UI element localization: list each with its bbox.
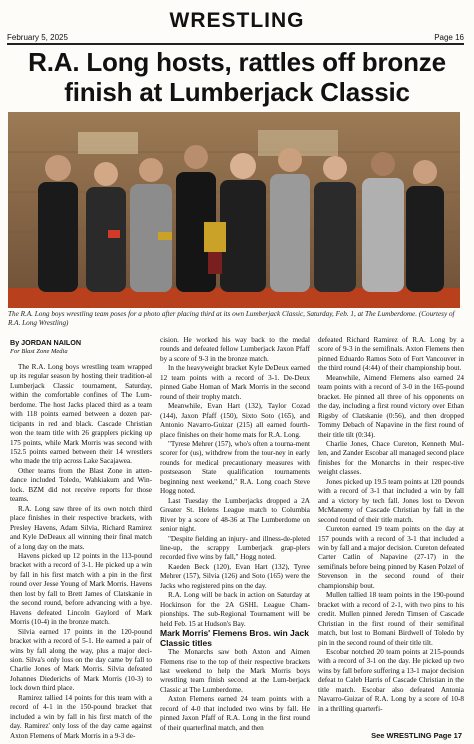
paragraph: defeated Richard Ramirez of R.A. Long by a score of 9-3 in the semifinals. Axton Flemens then pinned Eduardo Ramos Soto of Fort Vancouver in the third round (4:44) of their championship bout. (318, 336, 464, 373)
paragraph: The R.A. Long boys wrestling team wrapped up its regular season by hosting their tradition-al Lumberjack Classic tournament, Saturday, within the comfortable confines of The Lum-berdome. The host Jacks placed third as a team with 118 points earned between a dozen par-ticipants in red and black. Cascade Christian won the team title with 26 grapplers picking up 175 points, while Mark Morris was second with 152.5 points earned between their 14 wrestlers who made the trip across Lake Sacajawea. (10, 362, 152, 466)
article-column-1 (10, 338, 152, 741)
paragraph: Charlie Jones, Chace Cureton, Kenneth Mul-len, and Zander Escobar all managed second place finishes for the Monarchs in their respec-tive weight classes. (318, 439, 464, 477)
paragraph: Kaeden Beck (120), Evan Hart (132), Tyree Mehrer (157), Silvia (126) and Soto (165) were the Jacks who registered pins on the day. (160, 562, 310, 590)
paragraph: Mullen tallied 18 team points in the 190-pound bracket with a record of 2-1, with two pins to his credit. Mullen pinned Jeredn Timsen of Cascade Christian in the first round of their semifinal match, but lost to Bomani Birdwell of Toledo by pin in the second round of their title tilt. (318, 591, 464, 647)
byline-affiliation: For Blast Zone Media (10, 348, 68, 356)
team-photo-illustration (8, 112, 460, 308)
paragraph: Havens picked up 12 points in the 113-pound bracket with a record of 3-1. He picked up a win by fall in his first match with a pin in the first round over Jesse Young of Mark Morris. Havens then lost by fall to Brett James of Clatskanie in the second round, before advancing with a bye. Havens defeated Lincoln Gaylord of Mark Morris (10-4) in the bronze match. (10, 551, 152, 627)
section-header: WRESTLING (169, 9, 305, 32)
paragraph: The Monarchs saw both Axton and Aimen Flemens rise to the top of their respective brackets last weekend to help the Mark Morris boys wrestling team finish second at the Lum-berjack Classic at The Lumberdome. (160, 648, 310, 694)
paragraph: Ramirez tallied 14 points for this team with a record of 4-1 in the 150-pound bracket that included a win by fall in his first match of the day. Ramirez' only loss of the day came against Axton Flemens of Mark Morris in a 9-3 de- (10, 693, 152, 740)
paragraph: cision. He worked his way back to the medal rounds and defeated fellow Lumberjack Jaxon Pfaff by a score of 9-3 in the bronze match. (160, 336, 310, 363)
header-rule (7, 43, 464, 45)
paragraph: Jones picked up 19.5 team points at 120 pounds with a record of 3-1 that included a win by fall and a victory by tech fall. Jones lost to Devon McManemy of Cascade Christian by fall in the second round of their title match. (318, 477, 464, 524)
paragraph: Meanwhile, Aimend Flemens also earned 24 team points with a record of 3-0 in the 165-pound bracket. He pinned all three of his opponents on the day, including a first round victory over Ethan Rigsby of Clatskanie (0:56), and then dropped Tommy Debach of Napavine in the first round of their title tilt (0:34). (318, 373, 464, 439)
paragraph: R.A. Long saw three of its own notch third place finishes in their respective brackets, with Presley Havens, Adam Silvia, Richard Ramirez and Kyle DeDeaux all winning their final match of a long day on the mats. (10, 504, 152, 551)
paragraph: "Despite fielding an injury- and illness-de-pleted line-up, the scrappy Lumberjack grap-plers recorded five wins by fall," Hogg noted. (160, 534, 310, 562)
paragraph: Escobar notched 20 team points at 215-pounds with a record of 3-1 on the day. He picked up two wins by fall before suffering a 13-1 major decision defeat to Caleb Harris of Cascade Christian in the title match. Escobar also defeated Antonia Navarro-Guizar of R.A. Long by a score of 10-8 in a thrilling quarterfi- (318, 647, 464, 713)
subheadline: Mark Morris' Flemens Bros. win Jack Classic titles (160, 628, 309, 648)
team-photo (8, 112, 460, 308)
page-number: Page 16 (434, 33, 464, 42)
article-column-3 (318, 336, 464, 714)
byline: By JORDAN NAILON (10, 338, 82, 347)
paragraph: Last Tuesday the Lumberjacks dropped a 2A Greater St. Helens League match to Columbia River by a score of 48-36 at The Lumberdome on senior night. (160, 496, 310, 534)
paragraph: "Tyrese Mehrer (157), who's often a tourna-ment scorer for (us), withdrew from the tour-ney in early rounds for medical precautionary measures with postseason State qualification tournaments beginning next weekend," R.A. Long coach Steve Hogg noted. (160, 439, 310, 496)
paragraph: Other teams from the Blast Zone in atten-dance included Toledo, Wahkiakum and Win-lock. BZM did not receive reports for those teams. (10, 466, 152, 504)
article-column-2 (160, 336, 310, 733)
headline: R.A. Long hosts, rattles off bronze finish at Lumberjack Classic (28, 47, 446, 107)
paragraph: Cureton earned 19 team points on the day at 157 pounds with a record of 3-1 that included a win by fall and a major decision. Cureton defeated Carter Catlin of Napavine (27-17) in the semifinals before being pinned by Kasen Polzel of Stevenson in the second round of their championship bout. (318, 525, 464, 590)
issue-date: February 5, 2025 (7, 33, 68, 42)
photo-caption: The R.A. Long boys wrestling team poses for a photo after placing third at its own Lumberjack Classic, Saturday, Feb. 1, at The Lumberdome. (Courtesy of R.A. Long Wrestling) (8, 310, 455, 327)
paragraph: In the heavyweight bracket Kyle DeDeux earned 12 team points with a record of 3-1. De-Deux pinned Gabe Homan of Mark Morris in the second round of their trophy match. (160, 364, 310, 401)
continuation-link[interactable]: See WRESTLING Page 17 (371, 731, 462, 740)
paragraph: Meanwhile, Evan Hart (132), Taylor Cozad (144), Jaxon Pfaff (150), Sixto Soto (165), and Antonio Navarro-Guizar (215) all earned fourth-place finishes on their home mats for R.A. Long. (160, 402, 310, 439)
paragraph: R.A. Long will be back in action on Saturday at Hockinson for the 2A GSHL League Cham-pionships. The sub-Regional Tournament will be held Feb. 15 at Hudson's Bay. (160, 591, 310, 628)
paragraph: Silvia earned 17 points in the 120-pound bracket with a record of 5-1. He earned a pair of wins by fall along the way, plus a major deci-sion. Silva's only loss on the day came by fall to Charlie Jones of Mark Morris. Silvia defeated Johannes Diederichs of Mark Morris (10-3) to lock down third place. (10, 627, 152, 693)
paragraph: Axton Flemens earned 24 team points with a record of 4-0 that included two wins by fall. He pinned Jaxon Pfaff of R.A. Long in the first round of their quarterfinal match, and then (160, 695, 310, 732)
